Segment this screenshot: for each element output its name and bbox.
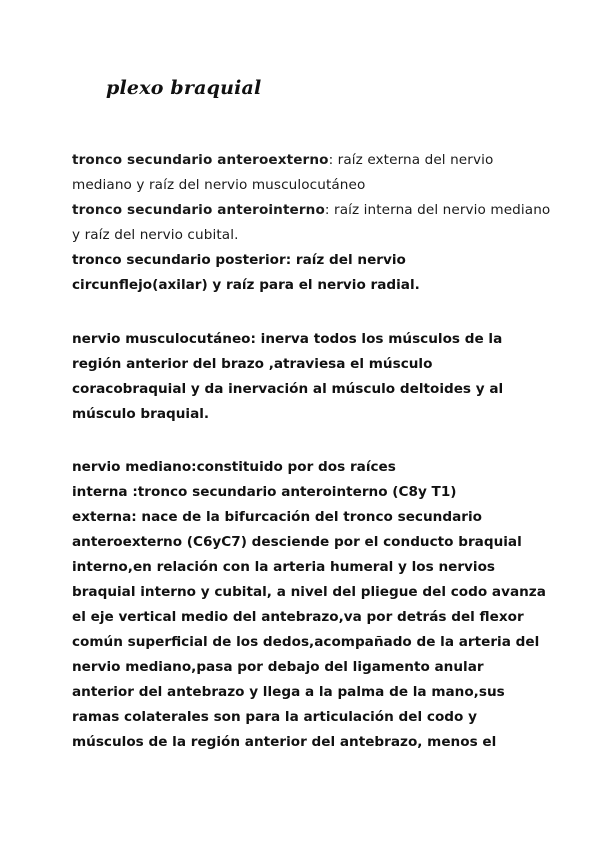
text-line: externa: nace de la bifurcación del tronco secundario [72,509,482,525]
text-line: interna :tronco secundario anterointerno (C8y T1) [72,484,457,500]
text-line: interno,en relación con la arteria humeral y los nervios [72,559,496,575]
text-line: coracobraquial y da inervación al músculo deltoides y al [72,381,504,397]
document-title: plexo braquial [106,77,262,99]
text-line: región anterior del brazo ,atraviesa el músculo [72,356,433,372]
line-text: y raíz del nervio cubital. [72,227,239,243]
text-line: nervio mediano,pasa por debajo del ligamento anular [72,659,484,675]
text-line: músculo braquial. [72,406,210,422]
musculocutaneo-paragraph [72,327,542,427]
line-text: : raíz interna del nervio mediano [324,202,551,218]
text-line: común superficial de los dedos,acompañado de la arteria del [72,634,540,650]
text-line: el eje vertical medio del antebrazo,va por detrás del flexor [72,609,524,625]
intro-paragraph [72,148,551,248]
text-line [72,173,542,198]
text-line: ramas colaterales son para la articulación del codo y [72,709,477,725]
text-line [72,198,551,223]
text-line: anteroexterno (C6yC7) desciende por el conducto braquial [72,534,522,550]
text-line: nervio mediano:constituido por dos raíces [72,459,396,475]
mediano-paragraph [72,455,546,755]
text-line: anterior del antebrazo y llega a la palma de la mano,sus [72,684,505,700]
text-line: nervio musculocutáneo: inerva todos los músculos de la [72,331,503,347]
text-line [72,223,542,248]
text-line [72,148,542,173]
line-text: mediano y raíz del nervio musculocutáneo [72,177,366,193]
posterior-paragraph [72,248,542,298]
line-text: : raíz externa del nervio [328,152,494,168]
text-line: braquial interno y cubital, a nivel del pliegue del codo avanza [72,584,546,600]
text-line: tronco secundario posterior: raíz del nervio [72,252,406,268]
text-line: circunflejo(axilar) y raíz para el nervio radial. [72,277,420,293]
text-line: músculos de la región anterior del antebrazo, menos el [72,734,497,750]
term-label: tronco secundario anterointerno [72,202,325,218]
term-label: tronco secundario anteroexterno [72,152,329,168]
